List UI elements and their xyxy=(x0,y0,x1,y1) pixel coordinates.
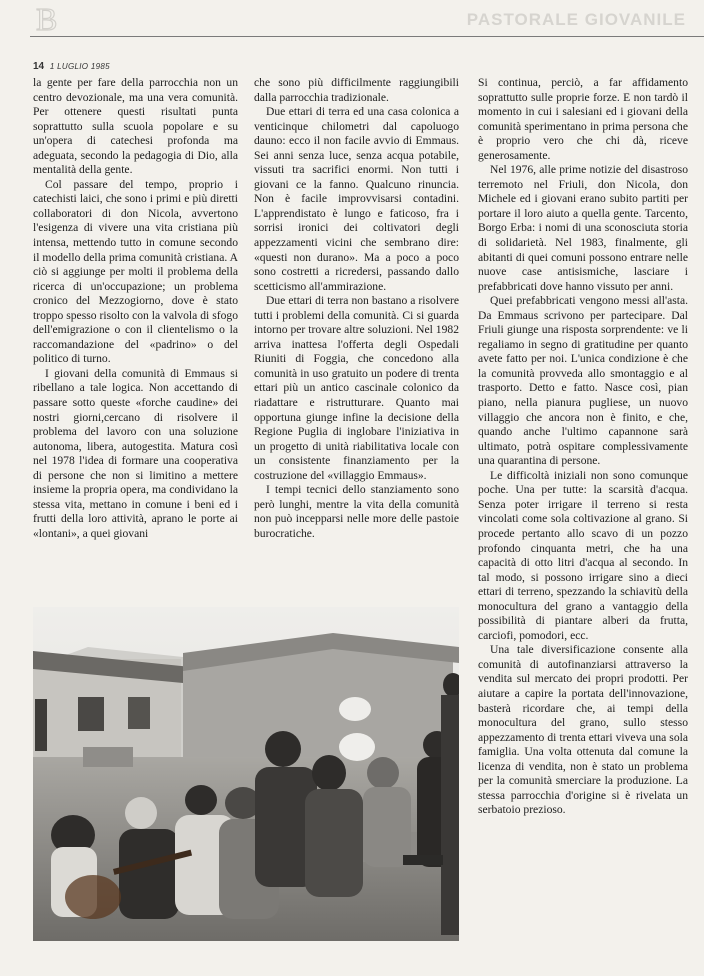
paragraph: Due ettari di terra non bastano a risolvere tutti i problemi della comunità. Ci si guarda intorno per trovare altre soluzioni. Nel 1982 arriva inattesa l'offerta degli Ospedali Riuniti di Foggia, che concedono alla comunità in uso gratuito un podere di trenta ettari più un antico cascinale colonico da riadattare e ristrutturare. Quanto mai opportuna giunge infine la decisione della Regione Puglia di inglobare l'iniziativa in un progetto di unità riabilitativa locale con un consistente finanziamento per la costruzione del «villaggio Emmaus». xyxy=(254,294,459,482)
paragraph: I tempi tecnici dello stanziamento sono però lunghi, mentre la vita della comunità non può incepparsi nelle more delle pastoie burocratiche. xyxy=(254,483,459,540)
paragraph: Due ettari di terra ed una casa colonica a venticinque chilometri dal capoluogo dauno: ecco il non facile avvio di Emmaus. Sei anni senza luce, senza acqua potabile, vissuti tra sacrifici enormi. Non tutti i giovani ce la fanno. Qualcuno rinuncia. Non è facile improvvisarsi contadini. L'apprendistato è lungo e faticoso, fra i sorrisi ironici dei coltivatori degli appezzamenti vicini che sembrano dire: «questi non durano». Ma a poco a poco sono costretti a ricredersi, passando dallo scetticismo all'ammirazione. xyxy=(254,105,459,293)
text-column-3 xyxy=(478,76,688,818)
svg-text:B: B xyxy=(36,2,58,36)
folio xyxy=(33,61,110,72)
paragraph: I giovani della comunità di Emmaus si ribellano a tale logica. Non accettando di passare sotto queste «forche caudine» dei nostri giorni,cercano di risolvere il problema del lavoro con una soluzione autonoma, libera, autogestita. Matura così nel 1978 l'idea di formare una cooperativa di persone che non si limitino a mettere insieme la propria opera, ma condividano la stessa vita, mettano in comune i beni ed i frutti della loro attività, aprano le porte ai «lontani», a quei giovani xyxy=(33,366,238,540)
paragraph: Nel 1976, alle prime notizie del disastroso terremoto nel Friuli, don Nicola, don Michele ed i giovani erano subito partiti per portare il loro aiuto a quella gente. Tarcento, Borgo Erba: i nomi di una sconosciuta storia di solidarietà. Nel 1983, finalmente, gli abitanti di quei comuni possono entrare nelle nuove case antisismiche, lasciare i prefabbricati dove hanno vissuto per anni. xyxy=(478,163,688,293)
text-column-2 xyxy=(254,76,459,542)
text-column-1 xyxy=(33,76,238,542)
paragraph: Si continua, perciò, a far affidamento soprattutto sulle proprie forze. E non tardò il momento in cui i salesiani ed i giovani della comunità sperimentano in prima persona che è proprio vero che chi dà, riceve generosamente. xyxy=(478,76,688,162)
paragraph: Quei prefabbricati vengono messi all'asta. Da Emmaus scrivono per partecipare. Dal Friuli giunge una risposta sorprendente: ve li regaliamo in segno di gratitudine per quanto avete fatto per noi. L'unica condizione è che la comunità provveda allo smontaggio e al trasporto. Detto e fatto. Nasce così, pian piano, nella pianura pugliese, un nuovo villaggio che ancora non è finito, e che, quando anche l'ultimo capannone sarà ultimato, potrà ospitare complessivamente una quarantina di persone. xyxy=(478,294,688,468)
paragraph: Le difficoltà iniziali non sono comunque poche. Una per tutte: la scarsità d'acqua. Senza poter irrigare il terreno si resta vincolati come sola coltivazione al grano. Si procede pertanto allo scavo di un pozzo profondo cinquanta metri, che ha una capacità di otto litri d'acqua al secondo. In tal modo, si possono irrigare sino a dieci ettari di terreno, spezzando la schiavitù della monocultura del grano a vantaggio della possibilità di piantare alberi da frutta, carciofi, pomodori, ecc. xyxy=(478,468,688,642)
header-rule xyxy=(30,36,704,37)
section-header: PASTORALE GIOVANILE xyxy=(466,10,686,29)
magazine-logo-icon xyxy=(34,2,70,36)
paragraph: la gente per fare della parrocchia non un centro devozionale, ma una vera comunità. Per ottenere questi risultati punta soprattutto sulla scuola popolare e su un'opera di catechesi profonda ma adeguata, secondo la pedagogia di Dio, alla mentalità della gente. xyxy=(33,76,238,177)
paragraph: Una tale diversificazione consente alla comunità di autofinanziarsi attraverso la vendita sul mercato dei propri prodotti. Per aiutare a capire la portata dell'innovazione, basterà ricordare che, ai tempi della monocultura del grano, sullo stesso appezzamento di trenta ettari viveva una sola famiglia. Una volta ottenuta dal comune la licenza di vendita, non è stato un problema per la comunità smerciare la produzione. La stessa parrocchia d'origine si è rivelata un serbatoio prezioso. xyxy=(478,643,688,817)
page-number: 14 xyxy=(33,61,45,72)
photo-illustration xyxy=(33,607,459,941)
paragraph: Col passare del tempo, proprio i catechisti laici, che sono i primi e più diretti collaboratori di don Nicola, avvertono l'esigenza di vivere una vita cristiana più intensa, mettendo tutto in comune secondo il modello della prima comunità cristiana. A ciò si aggiunge per molti il problema della ricerca di un'occupazione; un problema cronico del Mezzogiorno, dove è stato troppo spesso risolto con la valvola di sfogo dell'emigrazione o con il clientelismo o la raccomandazione del «padrino» o del politico di turno. xyxy=(33,177,238,366)
issue-date: 1 LUGLIO 1985 xyxy=(49,62,110,71)
community-photo xyxy=(33,607,459,941)
paragraph: che sono più difficilmente raggiungibili dalla parrocchia tradizionale. xyxy=(254,76,459,104)
